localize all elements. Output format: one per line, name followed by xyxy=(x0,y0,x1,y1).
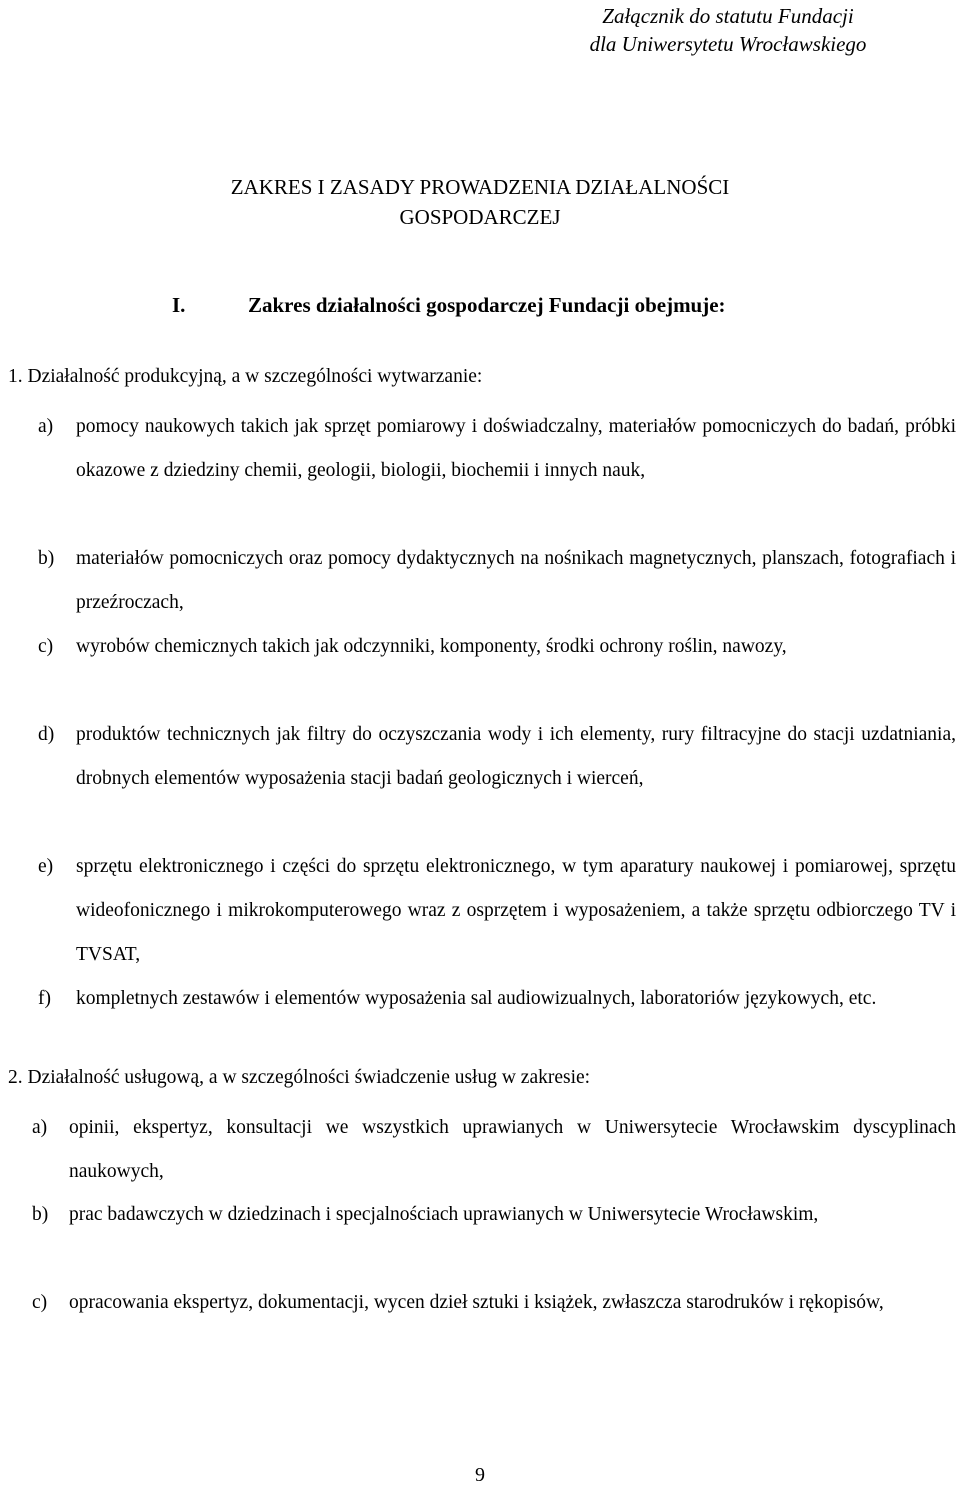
page-number: 9 xyxy=(475,1464,485,1486)
item-text: opracowania ekspertyz, dokumentacji, wycen dzieł sztuki i książek, zwłaszcza starodruków i rękopisów, xyxy=(69,1292,884,1313)
item-text: pomocy naukowych takich jak sprzęt pomiarowy i doświadczalny, materiałów pomocniczych do badań, próbki okazowe z dziedziny chemii, geologii, biologii, biochemii i innych nauk, xyxy=(76,416,956,481)
annex-line-1: Załącznik do statutu Fundacji xyxy=(602,4,854,28)
item-label: a) xyxy=(32,1117,48,1138)
list-item xyxy=(32,1193,956,1237)
list-item xyxy=(38,845,956,977)
item-label: e) xyxy=(38,856,54,877)
item-text: kompletnych zestawów i elementów wyposażenia sal audiowizualnych, laboratoriów językowych, etc. xyxy=(76,988,877,1009)
document-title xyxy=(0,172,960,232)
point-2-heading-text: Działalność usługową, a w szczególności świadczenie usług w zakresie: xyxy=(27,1067,591,1088)
point-1-heading-text: Działalność produkcyjną, a w szczególności wytwarzanie: xyxy=(27,366,483,387)
list-item xyxy=(38,537,956,625)
list-item xyxy=(38,977,956,1021)
annex-header xyxy=(518,2,938,58)
item-text: produktów technicznych jak filtry do oczyszczania wody i ich elementy, rury filtracyjne do stacji uzdatniania, drobnych elementów wyposażenia stacji badań geologicznych i wierceń, xyxy=(76,724,956,789)
item-text: sprzętu elektronicznego i części do sprzętu elektronicznego, w tym aparatury naukowej i pomiarowej, sprzętu wideofonicznego i mikrokomputerowego wraz z osprzętem i wyposażeniem, a także sprzętu odbiorczego TV i TVSAT, xyxy=(76,856,956,965)
list-item xyxy=(32,1281,956,1325)
section-heading xyxy=(172,290,726,320)
item-label: c) xyxy=(38,636,54,657)
item-label: a) xyxy=(38,416,54,437)
item-label: c) xyxy=(32,1292,48,1313)
point-1-heading xyxy=(8,362,482,392)
item-text: prac badawczych w dziedzinach i specjalnościach uprawianych w Uniwersytecie Wrocławskim, xyxy=(69,1204,819,1225)
section-heading-text: Zakres działalności gospodarczej Fundacji obejmuje: xyxy=(248,293,726,317)
point-2-heading xyxy=(8,1063,590,1093)
item-label: f) xyxy=(38,988,51,1009)
item-label: b) xyxy=(38,548,55,569)
title-line-1: ZAKRES I ZASADY PROWADZENIA DZIAŁALNOŚCI xyxy=(230,175,730,199)
item-text: wyrobów chemicznych takich jak odczynniki, komponenty, środki ochrony roślin, nawozy, xyxy=(76,636,787,657)
list-item xyxy=(38,405,956,493)
item-text: opinii, ekspertyz, konsultacji we wszystkich uprawianych w Uniwersytecie Wrocławskim dyscyplinach naukowych, xyxy=(69,1117,956,1182)
list-item xyxy=(38,713,956,801)
section-number: I. xyxy=(172,293,186,317)
list-item xyxy=(32,1106,956,1194)
list-item xyxy=(38,625,956,669)
title-line-2: GOSPODARCZEJ xyxy=(399,205,561,229)
item-text: materiałów pomocniczych oraz pomocy dydaktycznych na nośnikach magnetycznych, planszach, fotografiach i przeźroczach, xyxy=(76,548,956,613)
point-1-number: 1. xyxy=(8,366,23,387)
point-2-number: 2. xyxy=(8,1067,23,1088)
item-label: b) xyxy=(32,1204,49,1225)
item-label: d) xyxy=(38,724,55,745)
annex-line-2: dla Uniwersytetu Wrocławskiego xyxy=(589,32,867,56)
